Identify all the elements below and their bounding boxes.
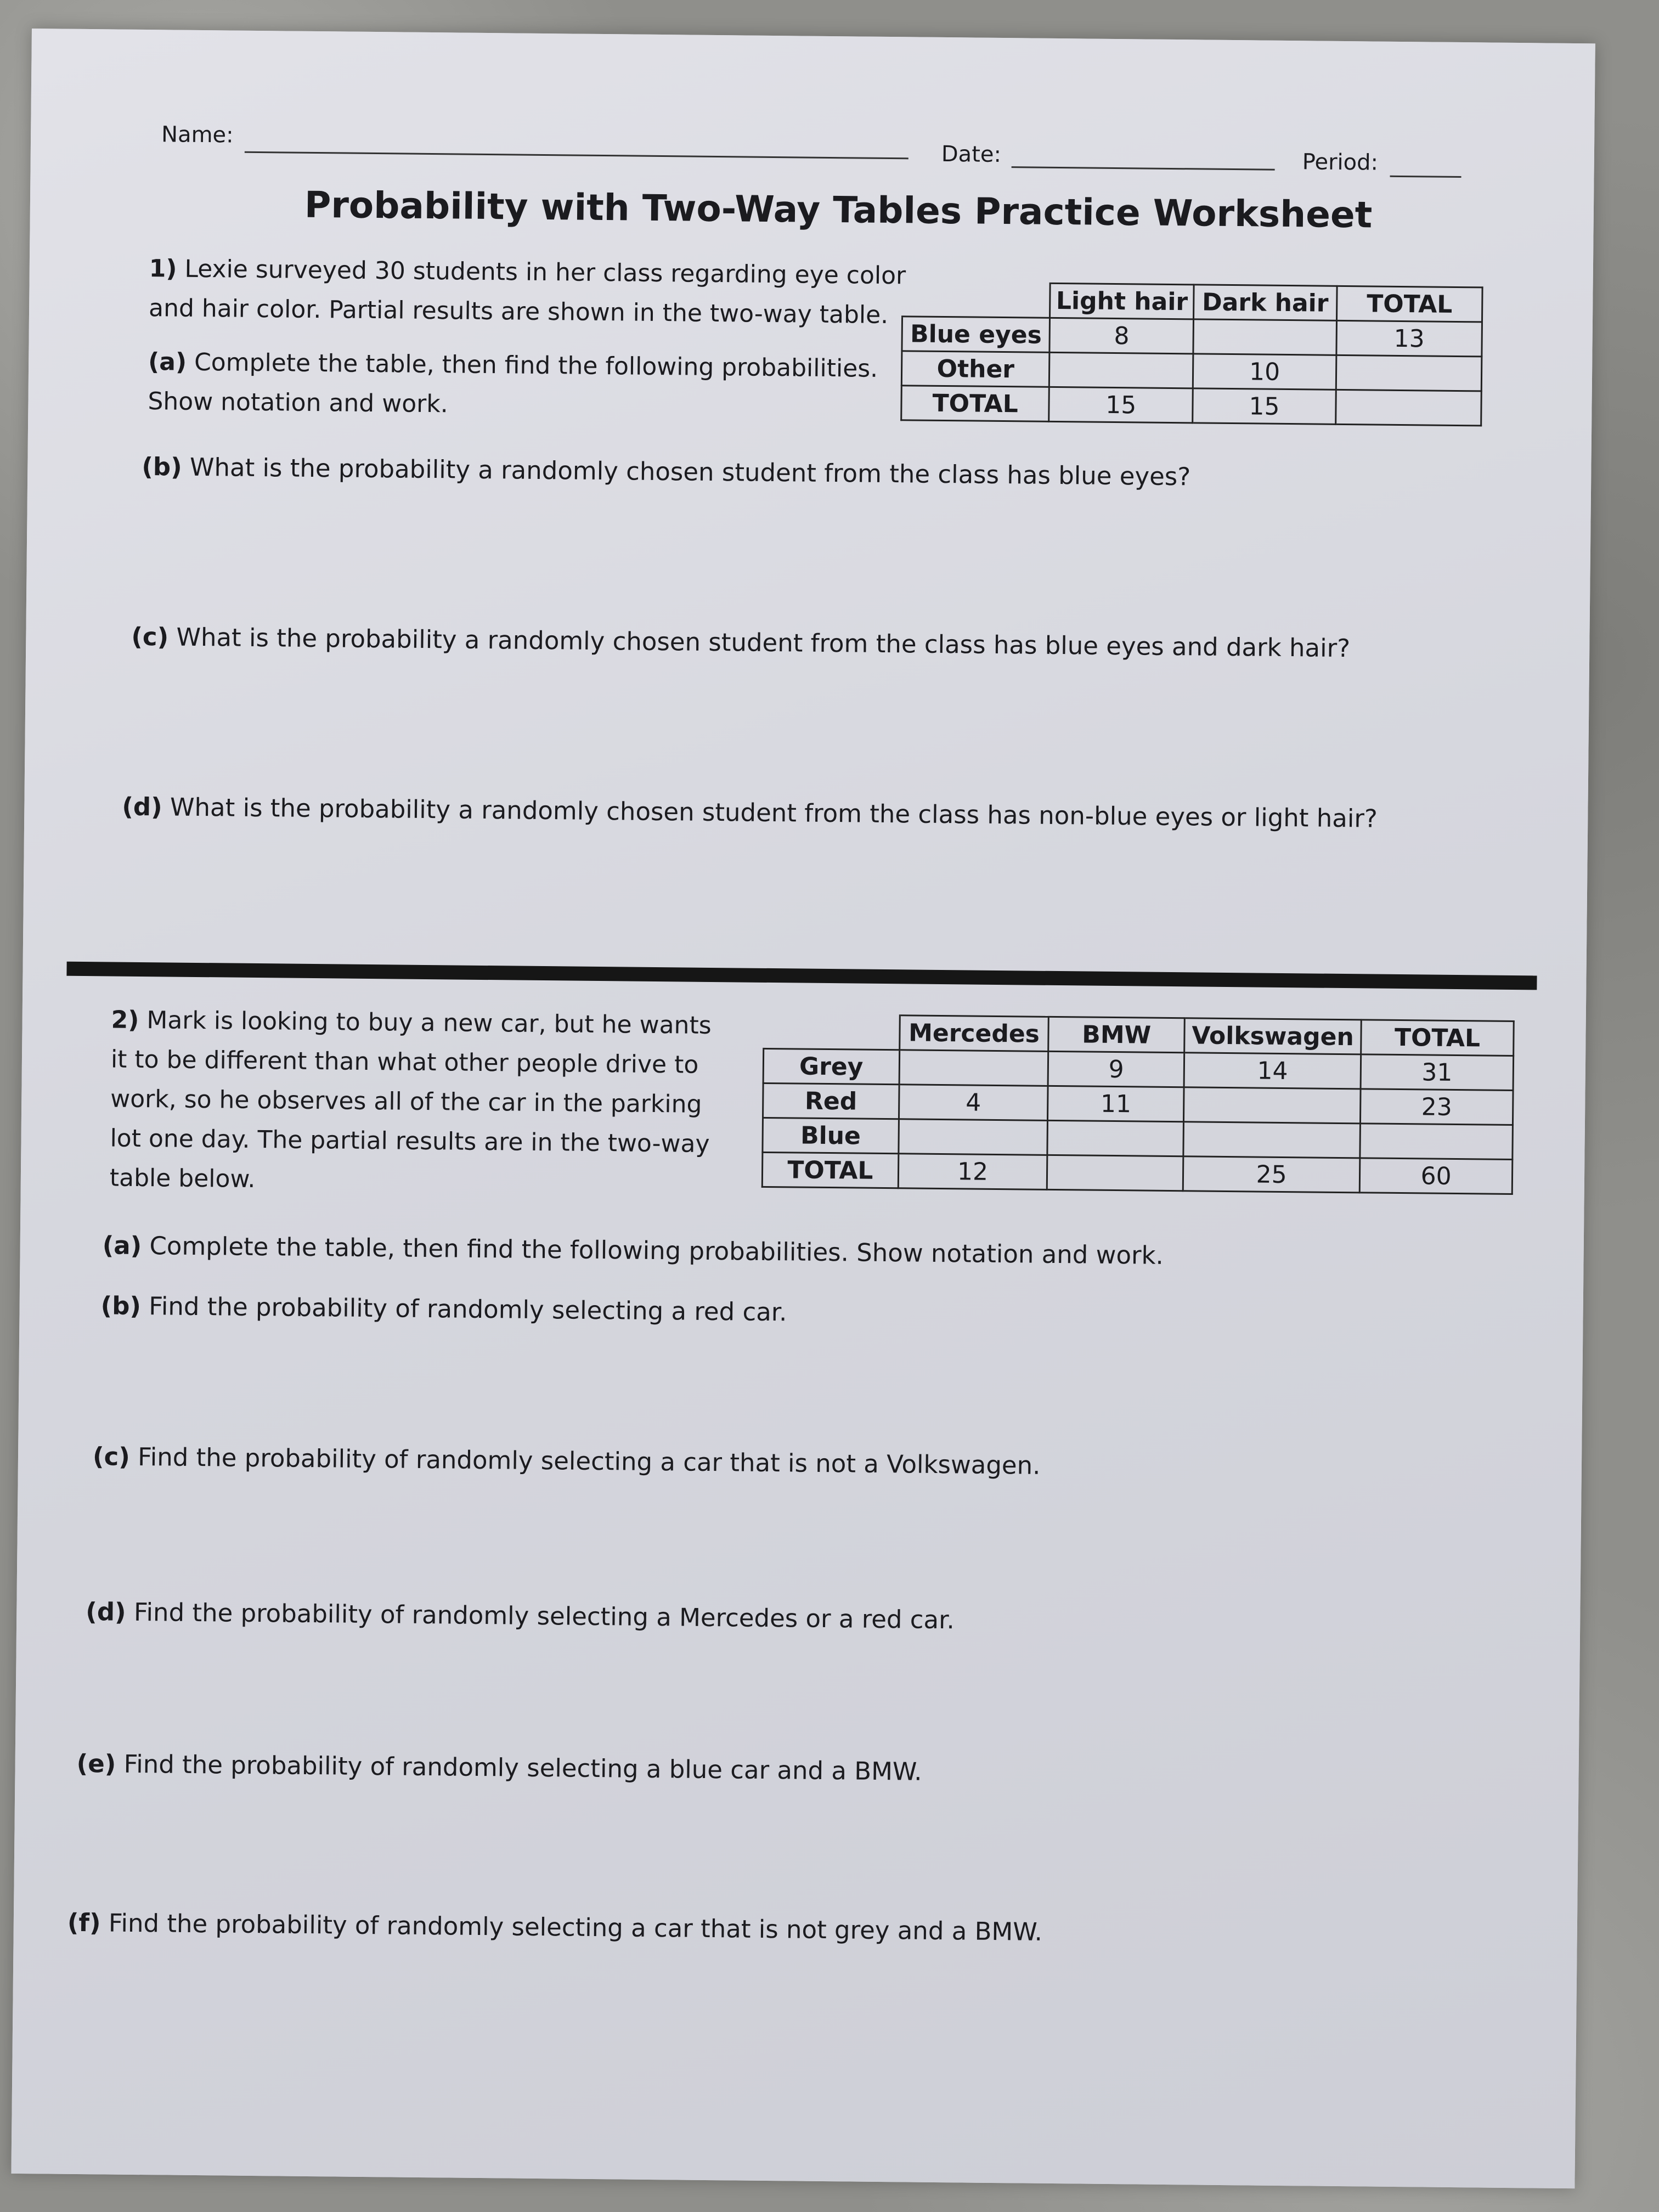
problem1-c-text: What is the probability a randomly chosen student from the class has blue eyes and dark hair? xyxy=(168,622,1351,663)
row-header-grey: Grey xyxy=(763,1048,899,1084)
problem2-e-label: (e) xyxy=(76,1748,116,1779)
date-blank xyxy=(1012,166,1275,171)
col-header-total: TOTAL xyxy=(1361,1020,1514,1056)
problem2-c-text: Find the probability of randomly selecting a car that is not a Volkswagen. xyxy=(129,1442,1041,1480)
worksheet-page xyxy=(11,29,1595,2188)
table-cell[interactable] xyxy=(1184,1087,1361,1124)
problem1-two-way-table xyxy=(900,281,1483,426)
table-cell[interactable]: 8 xyxy=(1049,318,1193,354)
problem2-a-text: Complete the table, then find the following probabilities. Show notation and work. xyxy=(141,1231,1164,1270)
table-cell[interactable]: 15 xyxy=(1049,387,1193,423)
table-cell[interactable] xyxy=(1049,352,1193,388)
problem2-f-label: (f) xyxy=(67,1908,101,1938)
table-cell[interactable]: 60 xyxy=(1359,1158,1512,1194)
table-cell[interactable] xyxy=(1047,1155,1183,1190)
problem2-intro-line4: lot one day. The partial results are in the two-way xyxy=(110,1124,710,1158)
table-cell[interactable] xyxy=(1193,319,1336,356)
problem2-b-text: Find the probability of randomly selecting a red car. xyxy=(140,1291,787,1327)
problem2-f-text: Find the probability of randomly selecting a car that is not grey and a BMW. xyxy=(100,1908,1043,1946)
col-header-mercedes: Mercedes xyxy=(899,1015,1048,1052)
row-header-blue: Blue xyxy=(763,1118,899,1153)
problem2-e-text: Find the probability of randomly selecting a blue car and a BMW. xyxy=(116,1749,922,1786)
problem1-intro-line1: Lexie surveyed 30 students in her class regarding eye color xyxy=(177,255,906,290)
problem2-number: 2) xyxy=(111,1006,139,1034)
table-cell[interactable] xyxy=(1360,1124,1513,1160)
problem1-a-label: (a) xyxy=(148,348,187,376)
col-header-total: TOTAL xyxy=(1336,286,1482,322)
col-header-bmw: BMW xyxy=(1048,1017,1184,1052)
problem1-question-c xyxy=(131,622,1350,663)
col-header-dark-hair: Dark hair xyxy=(1194,285,1337,321)
problem1-intro xyxy=(149,249,906,335)
problem2-a-label: (a) xyxy=(102,1231,142,1261)
problem2-c-label: (c) xyxy=(92,1442,131,1471)
problem1-a-line2: Show notation and work. xyxy=(148,387,448,419)
table-row xyxy=(901,386,1482,426)
problem2-b-label: (b) xyxy=(100,1291,142,1321)
problem2-question-a xyxy=(102,1231,1164,1270)
table-cell[interactable]: 15 xyxy=(1193,388,1336,425)
problem2-d-text: Find the probability of randomly selecting a Mercedes or a red car. xyxy=(126,1597,955,1635)
problem1-d-text: What is the probability a randomly chosen student from the class has non-blue eyes or light hair? xyxy=(162,792,1378,833)
table-cell[interactable]: 31 xyxy=(1361,1054,1513,1091)
table-cell[interactable]: 25 xyxy=(1183,1156,1360,1193)
table-cell[interactable] xyxy=(1336,355,1482,391)
page-title: Probability with Two-Way Tables Practice Worksheet xyxy=(304,183,1373,236)
table-row xyxy=(902,317,1482,357)
table-row xyxy=(901,351,1482,391)
problem1-part-a xyxy=(148,342,878,428)
problem2-question-d xyxy=(86,1597,955,1634)
table-cell[interactable] xyxy=(899,1119,1048,1155)
problem2-intro-line2: it to be different than what other people drive to xyxy=(110,1045,699,1079)
table-corner-cell xyxy=(764,1014,900,1049)
problem1-number: 1) xyxy=(149,255,177,283)
row-header-total: TOTAL xyxy=(762,1152,898,1188)
date-label: Date: xyxy=(941,141,1002,167)
problem1-intro-line2: and hair color. Partial results are shown in the two-way table. xyxy=(148,294,889,330)
table-cell[interactable]: 10 xyxy=(1193,354,1336,390)
table-cell[interactable]: 14 xyxy=(1184,1053,1361,1089)
table-cell[interactable]: 9 xyxy=(1048,1051,1184,1087)
row-header-other: Other xyxy=(901,351,1049,387)
problem1-b-text: What is the probability a randomly chosen student from the class has blue eyes? xyxy=(182,452,1191,492)
problem2-d-label: (d) xyxy=(86,1597,126,1627)
table-header-row xyxy=(902,282,1483,322)
col-header-volkswagen: Volkswagen xyxy=(1184,1018,1362,1054)
problem1-a-line1: Complete the table, then find the following probabilities. xyxy=(186,348,878,383)
table-corner-cell xyxy=(902,282,1051,318)
period-label: Period: xyxy=(1302,149,1379,176)
period-blank xyxy=(1390,176,1462,178)
problem2-question-c xyxy=(93,1442,1041,1480)
problem1-question-b xyxy=(142,452,1190,491)
section-divider xyxy=(66,962,1537,990)
row-header-red: Red xyxy=(763,1083,899,1119)
table-cell[interactable]: 12 xyxy=(898,1154,1047,1190)
table-cell[interactable]: 4 xyxy=(899,1085,1048,1121)
problem1-d-label: (d) xyxy=(122,792,163,822)
table-cell[interactable]: 23 xyxy=(1361,1089,1513,1125)
table-cell[interactable] xyxy=(1183,1122,1361,1158)
problem2-question-b xyxy=(100,1291,787,1327)
problem1-question-d xyxy=(122,792,1378,833)
problem1-b-label: (b) xyxy=(142,452,182,482)
problem2-question-f xyxy=(67,1908,1043,1946)
table-cell[interactable] xyxy=(1336,390,1482,426)
problem2-intro-line5: table below. xyxy=(109,1164,256,1194)
row-header-blue-eyes: Blue eyes xyxy=(902,317,1050,353)
problem2-question-e xyxy=(76,1749,922,1786)
table-cell[interactable] xyxy=(899,1050,1048,1086)
problem2-intro-line1: Mark is looking to buy a new car, but he wants xyxy=(139,1006,712,1040)
name-label: Name: xyxy=(161,122,234,148)
name-blank xyxy=(245,151,909,160)
problem1-c-label: (c) xyxy=(131,622,169,652)
table-row xyxy=(762,1152,1513,1194)
table-cell[interactable]: 13 xyxy=(1336,320,1482,357)
col-header-light-hair: Light hair xyxy=(1050,283,1194,319)
problem2-two-way-table xyxy=(761,1013,1515,1195)
row-header-total: TOTAL xyxy=(901,386,1049,422)
problem2-intro-line3: work, so he observes all of the car in the parking xyxy=(110,1085,702,1119)
table-cell[interactable] xyxy=(1047,1120,1183,1156)
problem2-intro xyxy=(110,1000,712,1203)
table-cell[interactable]: 11 xyxy=(1048,1086,1184,1121)
